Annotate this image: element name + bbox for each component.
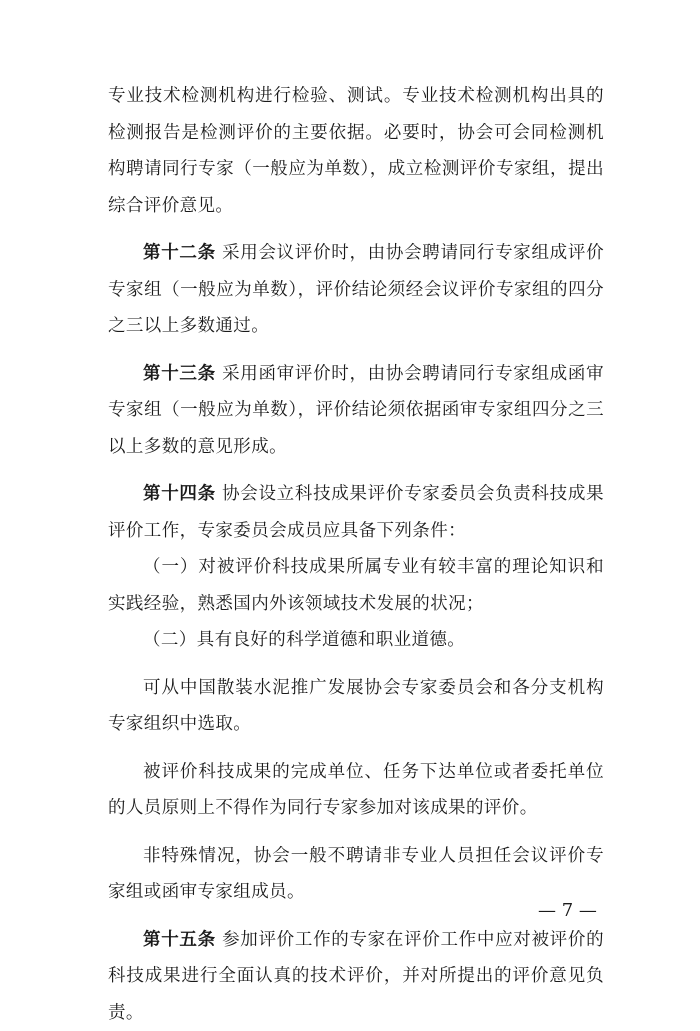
paragraph-non-professional [108,838,604,911]
condition-item-1 [108,549,604,622]
article-label: 第十三条 [143,364,216,384]
article-15 [108,922,604,1031]
paragraph-text: 非特殊情况，协会一般不聘请非专业人员担任会议评价专家组或函审专家组成员。 [108,846,604,903]
page-number: — 7 — [538,900,597,921]
body-text [108,78,604,1031]
paragraph-text: （二）具有良好的科学道德和职业道德。 [143,630,465,650]
paragraph-text: 采用函审评价时，由协会聘请同行专家组成函审专家组（一般应为单数），评价结论须依据函审专家组四分之三以上多数的意见形成。 [108,364,604,457]
paragraph-continuation [108,78,604,224]
paragraph-text: 被评价科技成果的完成单位、任务下达单位或者委托单位的人员原则上不得作为同行专家参加对该成果的评价。 [108,762,604,819]
paragraph-selection-source [108,670,604,743]
paragraph-text: 采用会议评价时，由协会聘请同行专家组成评价专家组（一般应为单数），评价结论须经会议评价专家组的四分之三以上多数通过。 [108,243,604,336]
paragraph-text: 参加评价工作的专家在评价工作中应对被评价的科技成果进行全面认真的技术评价，并对所提出的评价意见负责。 [108,930,604,1023]
article-label: 第十四条 [143,484,216,504]
article-13 [108,356,604,466]
paragraph-text: 协会设立科技成果评价专家委员会负责科技成果评价工作，专家委员会成员应具备下列条件： [108,484,604,541]
paragraph-exclusion [108,754,604,827]
paragraph-text: 专业技术检测机构进行检验、测试。专业技术检测机构出具的检测报告是检测评价的主要依据。必要时，协会可会同检测机构聘请同行专家（一般应为单数），成立检测评价专家组，提出综合评价意见。 [108,86,604,216]
article-12 [108,235,604,345]
article-label: 第十五条 [143,930,216,950]
article-14 [108,476,604,549]
paragraph-text: 可从中国散装水泥推广发展协会专家委员会和各分支机构专家组织中选取。 [108,678,604,735]
paragraph-text: （一）对被评价科技成果所属专业有较丰富的理论知识和实践经验，熟悉国内外该领域技术发展的状况； [108,557,604,614]
article-label: 第十二条 [143,243,216,263]
condition-item-2 [108,622,604,659]
